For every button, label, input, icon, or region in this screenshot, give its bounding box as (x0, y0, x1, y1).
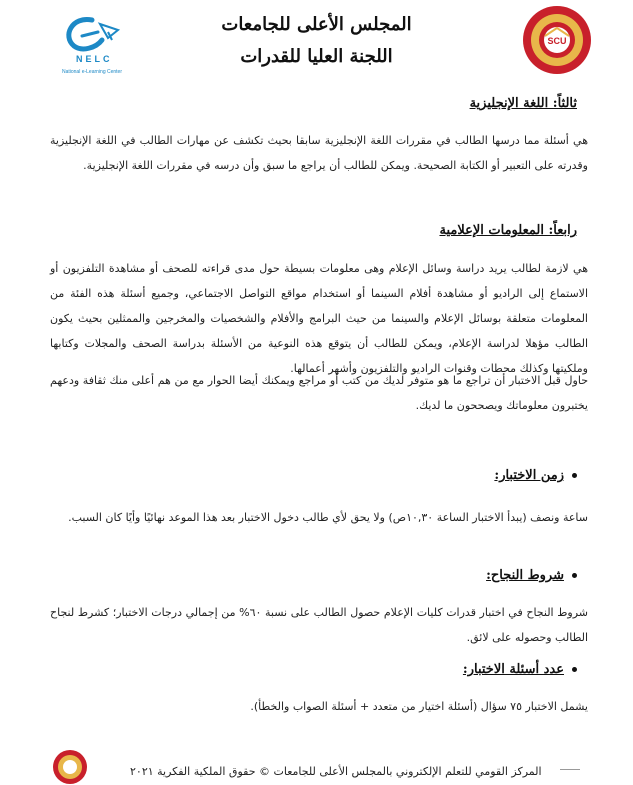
committee-title: اللجنة العليا للقدرات (240, 46, 393, 67)
section-media-advice: حاول قبل الاختبار أن تراجع ما هو متوفر لديك من كتب أو مراجع ويمكنك أيضا الحوار مع من هم أعلى منك ثقافة ودعهم يختبرون معلوماتك ويصححون ما لديك. (50, 374, 588, 412)
seal-center-text: SCU (547, 36, 567, 46)
pass-conditions-title: شروط النجاح: (486, 568, 564, 583)
scu-seal-logo (521, 4, 593, 76)
nelc-subtitle: National e-Learning Center (61, 69, 123, 75)
pass-conditions-bullet (486, 568, 577, 583)
question-count-bullet (463, 662, 577, 677)
nelc-logo (52, 14, 132, 80)
exam-time-bullet (494, 468, 577, 483)
bullet-icon (572, 667, 577, 672)
footer-seal-logo (52, 749, 88, 785)
footer-divider (560, 769, 580, 770)
bullet-icon (572, 473, 577, 478)
pass-conditions-text: شروط النجاح في اختبار قدرات كليات الإعلام حصول الطالب على نسبة ٦٠% من إجمالي درجات الاختبار؛ كشرط لنجاح الطالب وحصوله على لائق. (50, 606, 588, 644)
exam-time-title: زمن الاختبار: (494, 468, 564, 483)
page-footer (0, 735, 633, 778)
exam-time-text: ساعة ونصف (يبدأ الاختبار الساعة ١٠,٣٠ص) ولا يحق لأي طالب دخول الاختبار بعد هذا الموعد نهائيًا وأيًا كان السبب. (68, 511, 588, 524)
footer-copyright: المركز القومي للتعلم الإلكتروني بالمجلس الأعلى للجامعات © حقوق الملكية الفكرية ٢٠٢١ (130, 765, 542, 778)
question-count-text: يشمل الاختبار ٧٥ سؤال (أسئلة اختيار من متعدد + أسئلة الصواب والخطأ). (250, 700, 588, 713)
section-english-paragraph: هي أسئلة مما درسها الطالب في مقررات اللغة الإنجليزية سابقا بحيث تكشف عن مهارات الطالب في اللغة الإنجليزية وقدرته على التعبير أو الكتابة الصحيحة. ويمكن للطالب أن يراجع ما سبق وأن درسه في مقررات اللغة الإنجليزية. (50, 134, 588, 172)
section-english-heading: ثالثاً: اللغة الإنجليزية (469, 96, 577, 111)
page-header (0, 0, 633, 90)
section-media-paragraph: هي لازمة لطالب يريد دراسة وسائل الإعلام وهى معلومات بسيطة حول مدى قراءته للصحف أو مشاهدة التلفزيون أو الاستماع إلى الراديو أو مشاهدة أفلام السينما أو استخدام مواقع التواصل الاجتماعي، وجميع أسئلة هذه الفئة من المعلومات متعلقة بوسائل الإعلام والسينما من حيث البرامج والأفلام والشخصيات والمخرجين والممثلين بحيث يكون الطالب مؤهلا لدراسة الإعلام، ويمكن للطالب أن يتوقع هذه النوعية من الأسئلة بدراسة الصحف والمجلات وكتابها وملكيتها وكذلك محطات وقنوات الراديو والتلفزيون وأشهر أعمالها. (50, 262, 588, 375)
nelc-emblem-icon (52, 14, 132, 56)
bullet-icon (572, 573, 577, 578)
question-count-title: عدد أسئلة الاختبار: (462, 662, 564, 677)
nelc-acronym: NELC (76, 54, 113, 64)
section-media-heading: رابعاً: المعلومات الإعلامية (439, 223, 577, 238)
council-title: المجلس الأعلى للجامعات (221, 14, 412, 35)
